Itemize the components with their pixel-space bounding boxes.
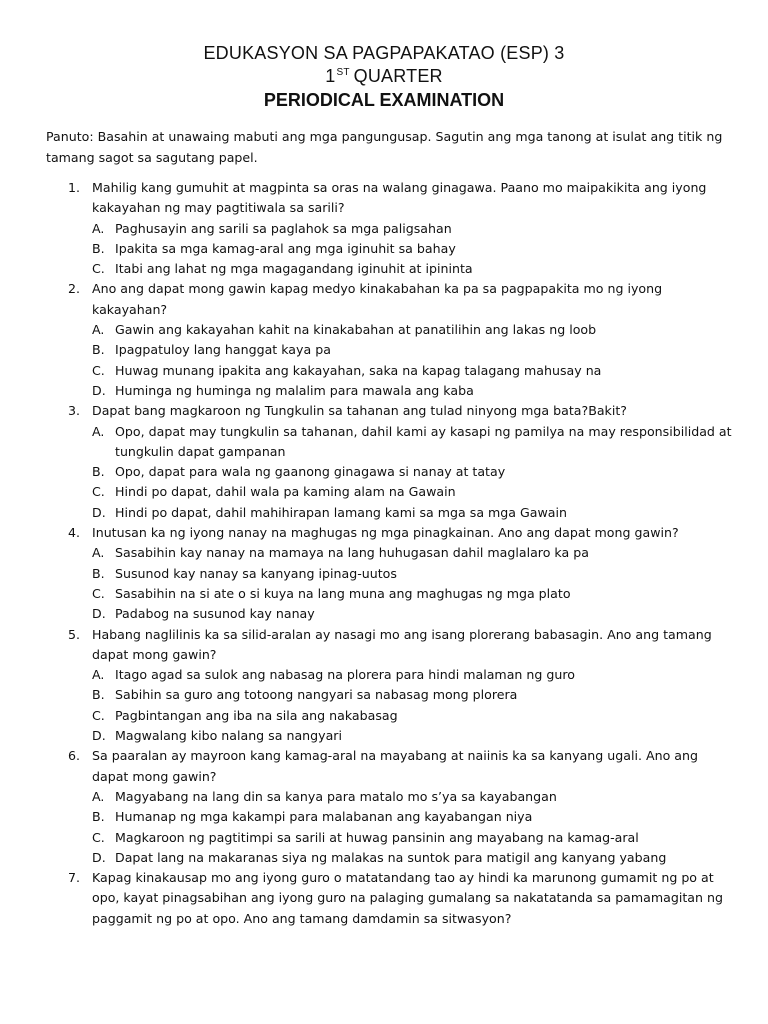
- answer-choice: [92, 685, 736, 705]
- choice-letter: A.: [92, 788, 105, 804]
- choice-letter: A.: [92, 220, 105, 236]
- quarter-ordinal-suffix: ST: [336, 67, 350, 78]
- choice-text: Opo, dapat may tungkulin sa tahanan, dahil kami ay kasapi ng pamilya na may responsibilidad at tungkulin dapat gampanan: [115, 423, 732, 459]
- answer-choice: [92, 828, 736, 848]
- answer-choice: [92, 584, 736, 604]
- choice-text: Hindi po dapat, dahil mahihirapan lamang kami sa mga sa mga Gawain: [115, 504, 567, 520]
- choice-text: Padabog na susunod kay nanay: [115, 606, 315, 622]
- choice-letter: C.: [92, 484, 105, 500]
- question-text: Dapat bang magkaroon ng Tungkulin sa tahanan ang tulad ninyong mga bata?Bakit?: [92, 403, 627, 419]
- question-item: [46, 868, 736, 929]
- choice-text: Pagbintangan ang iba na sila ang nakabasag: [115, 707, 398, 723]
- answer-choice: [92, 543, 736, 563]
- choice-text: Sabihin sa guro ang totoong nangyari sa nabasag mong plorera: [115, 687, 518, 703]
- question-number: 4.: [68, 525, 81, 541]
- answer-choice: [92, 503, 736, 523]
- choice-text: Itago agad sa sulok ang nabasag na plorera para hindi malaman ng guro: [115, 667, 575, 683]
- choice-letter: B.: [92, 809, 105, 825]
- choice-text: Susunod kay nanay sa kanyang ipinag-uutos: [115, 565, 397, 581]
- choice-text: Huminga ng huminga ng malalim para mawala ang kaba: [115, 382, 474, 398]
- choice-letter: D.: [92, 728, 106, 744]
- choice-letter: A.: [92, 667, 105, 683]
- quarter-number: 1: [325, 66, 336, 86]
- question-number: 3.: [68, 403, 81, 419]
- question-list: [46, 178, 736, 929]
- subject-title: EDUKASYON SA PAGPAPAKATAO (ESP) 3: [203, 43, 565, 63]
- question-text: Mahilig kang gumuhit at magpinta sa oras na walang ginagawa. Paano mo maipakikita ang iyong kakayahan ng may pagtitiwala sa sarili?: [92, 180, 707, 216]
- answer-choice: [92, 462, 736, 482]
- choice-text: Ipakita sa mga kamag-aral ang mga iginuhit sa bahay: [115, 240, 456, 256]
- answer-choice: [92, 340, 736, 360]
- choice-text: Itabi ang lahat ng mga magagandang iginuhit at ipininta: [115, 261, 473, 277]
- choice-letter: D.: [92, 382, 106, 398]
- choice-text: Opo, dapat para wala ng gaanong ginagawa si nanay at tatay: [115, 464, 506, 480]
- question-number: 7.: [68, 870, 81, 886]
- choice-letter: C.: [92, 585, 105, 601]
- choice-text: Magyabang na lang din sa kanya para matalo mo s’ya sa kayabangan: [115, 788, 557, 804]
- question-item: [46, 279, 736, 401]
- question-item: [46, 401, 736, 523]
- choice-text: Paghusayin ang sarili sa paglahok sa mga paligsahan: [115, 220, 452, 236]
- choice-text: Sasabihin kay nanay na mamaya na lang huhugasan dahil maglalaro ka pa: [115, 545, 589, 561]
- answer-choice: [92, 706, 736, 726]
- choice-text: Huwag munang ipakita ang kakayahan, saka na kapag talagang mahusay na: [115, 362, 602, 378]
- choice-text: Dapat lang na makaranas siya ng malakas na suntok para matigil ang kanyang yabang: [115, 849, 667, 865]
- question-text: Kapag kinakausap mo ang iyong guro o matatandang tao ay hindi ka marunong gumamit ng po at opo, kayat pinagsabihan ang iyong guro na palaging gumalang sa nakatatanda sa pamamagitan ng paggamit ng po at opo. Ano ang tamang damdamin sa sitwasyon?: [92, 870, 723, 926]
- question-number: 5.: [68, 626, 81, 642]
- question-item: [46, 178, 736, 279]
- choice-letter: B.: [92, 342, 105, 358]
- answer-choice: [92, 422, 736, 463]
- choice-letter: D.: [92, 504, 106, 520]
- choice-letter: B.: [92, 464, 105, 480]
- choice-letter: B.: [92, 240, 105, 256]
- choice-letter: C.: [92, 362, 105, 378]
- answer-choice: [92, 564, 736, 584]
- exam-title: PERIODICAL EXAMINATION: [263, 90, 505, 110]
- choice-letter: C.: [92, 707, 105, 723]
- choice-letter: B.: [92, 687, 105, 703]
- question-text: Habang naglilinis ka sa silid-aralan ay nasagi mo ang isang plorerang babasagin. Ano ang tamang dapat mong gawin?: [92, 626, 712, 662]
- question-number: 1.: [68, 180, 81, 195]
- choice-text: Magwalang kibo nalang sa nangyari: [115, 728, 342, 744]
- choice-letter: A.: [92, 423, 105, 439]
- question-text: Ano ang dapat mong gawin kapag medyo kinakabahan ka pa sa pagpapakita mo ng iyong kakayahan?: [92, 281, 663, 317]
- choice-text: Sasabihin na si ate o si kuya na lang muna ang maghugas ng mga plato: [115, 585, 571, 601]
- question-item: [46, 746, 736, 868]
- question-number: 6.: [68, 748, 81, 764]
- answer-choice: [92, 320, 736, 340]
- choice-letter: C.: [92, 829, 105, 845]
- question-item: [46, 523, 736, 624]
- question-item: [46, 625, 736, 747]
- choice-text: Magkaroon ng pagtitimpi sa sarili at huwag pansinin ang mayabang na kamag-aral: [115, 829, 639, 845]
- choice-letter: D.: [92, 606, 106, 622]
- answer-choice: [92, 726, 736, 746]
- question-number: 2.: [68, 281, 81, 297]
- answer-choice: [92, 361, 736, 381]
- quarter-word: QUARTER: [353, 66, 443, 86]
- answer-choice: [92, 219, 736, 239]
- quarter-line: [0, 65, 768, 88]
- choice-text: Hindi po dapat, dahil wala pa kaming alam na Gawain: [115, 484, 456, 500]
- choice-text: Ipagpatuloy lang hanggat kaya pa: [115, 342, 331, 358]
- choice-letter: D.: [92, 849, 106, 865]
- answer-choice: [92, 259, 736, 279]
- answer-choice: [92, 807, 736, 827]
- answer-choice: [92, 665, 736, 685]
- exam-header: [0, 42, 768, 112]
- answer-choice: [92, 239, 736, 259]
- instructions: Panuto: Basahin at unawaing mabuti ang mga pangungusap. Sagutin ang mga tanong at isulat ang titik ng tamang sagot sa sagutang papel.: [46, 129, 723, 165]
- choice-letter: B.: [92, 565, 105, 581]
- question-text: Inutusan ka ng iyong nanay na maghugas ng mga pinagkainan. Ano ang dapat mong gawin?: [92, 525, 679, 541]
- choice-text: Humanap ng mga kakampi para malabanan ang kayabangan niya: [115, 809, 533, 825]
- answer-choice: [92, 848, 736, 868]
- choice-letter: A.: [92, 322, 105, 338]
- answer-choice: [92, 787, 736, 807]
- question-text: Sa paaralan ay mayroon kang kamag-aral na mayabang at naiinis ka sa kanyang ugali. Ano ang dapat mong gawin?: [92, 748, 698, 784]
- answer-choice: [92, 604, 736, 624]
- choice-text: Gawin ang kakayahan kahit na kinakabahan at panatilihin ang lakas ng loob: [115, 322, 597, 338]
- answer-choice: [92, 381, 736, 401]
- choice-letter: C.: [92, 261, 105, 277]
- answer-choice: [92, 482, 736, 502]
- choice-letter: A.: [92, 545, 105, 561]
